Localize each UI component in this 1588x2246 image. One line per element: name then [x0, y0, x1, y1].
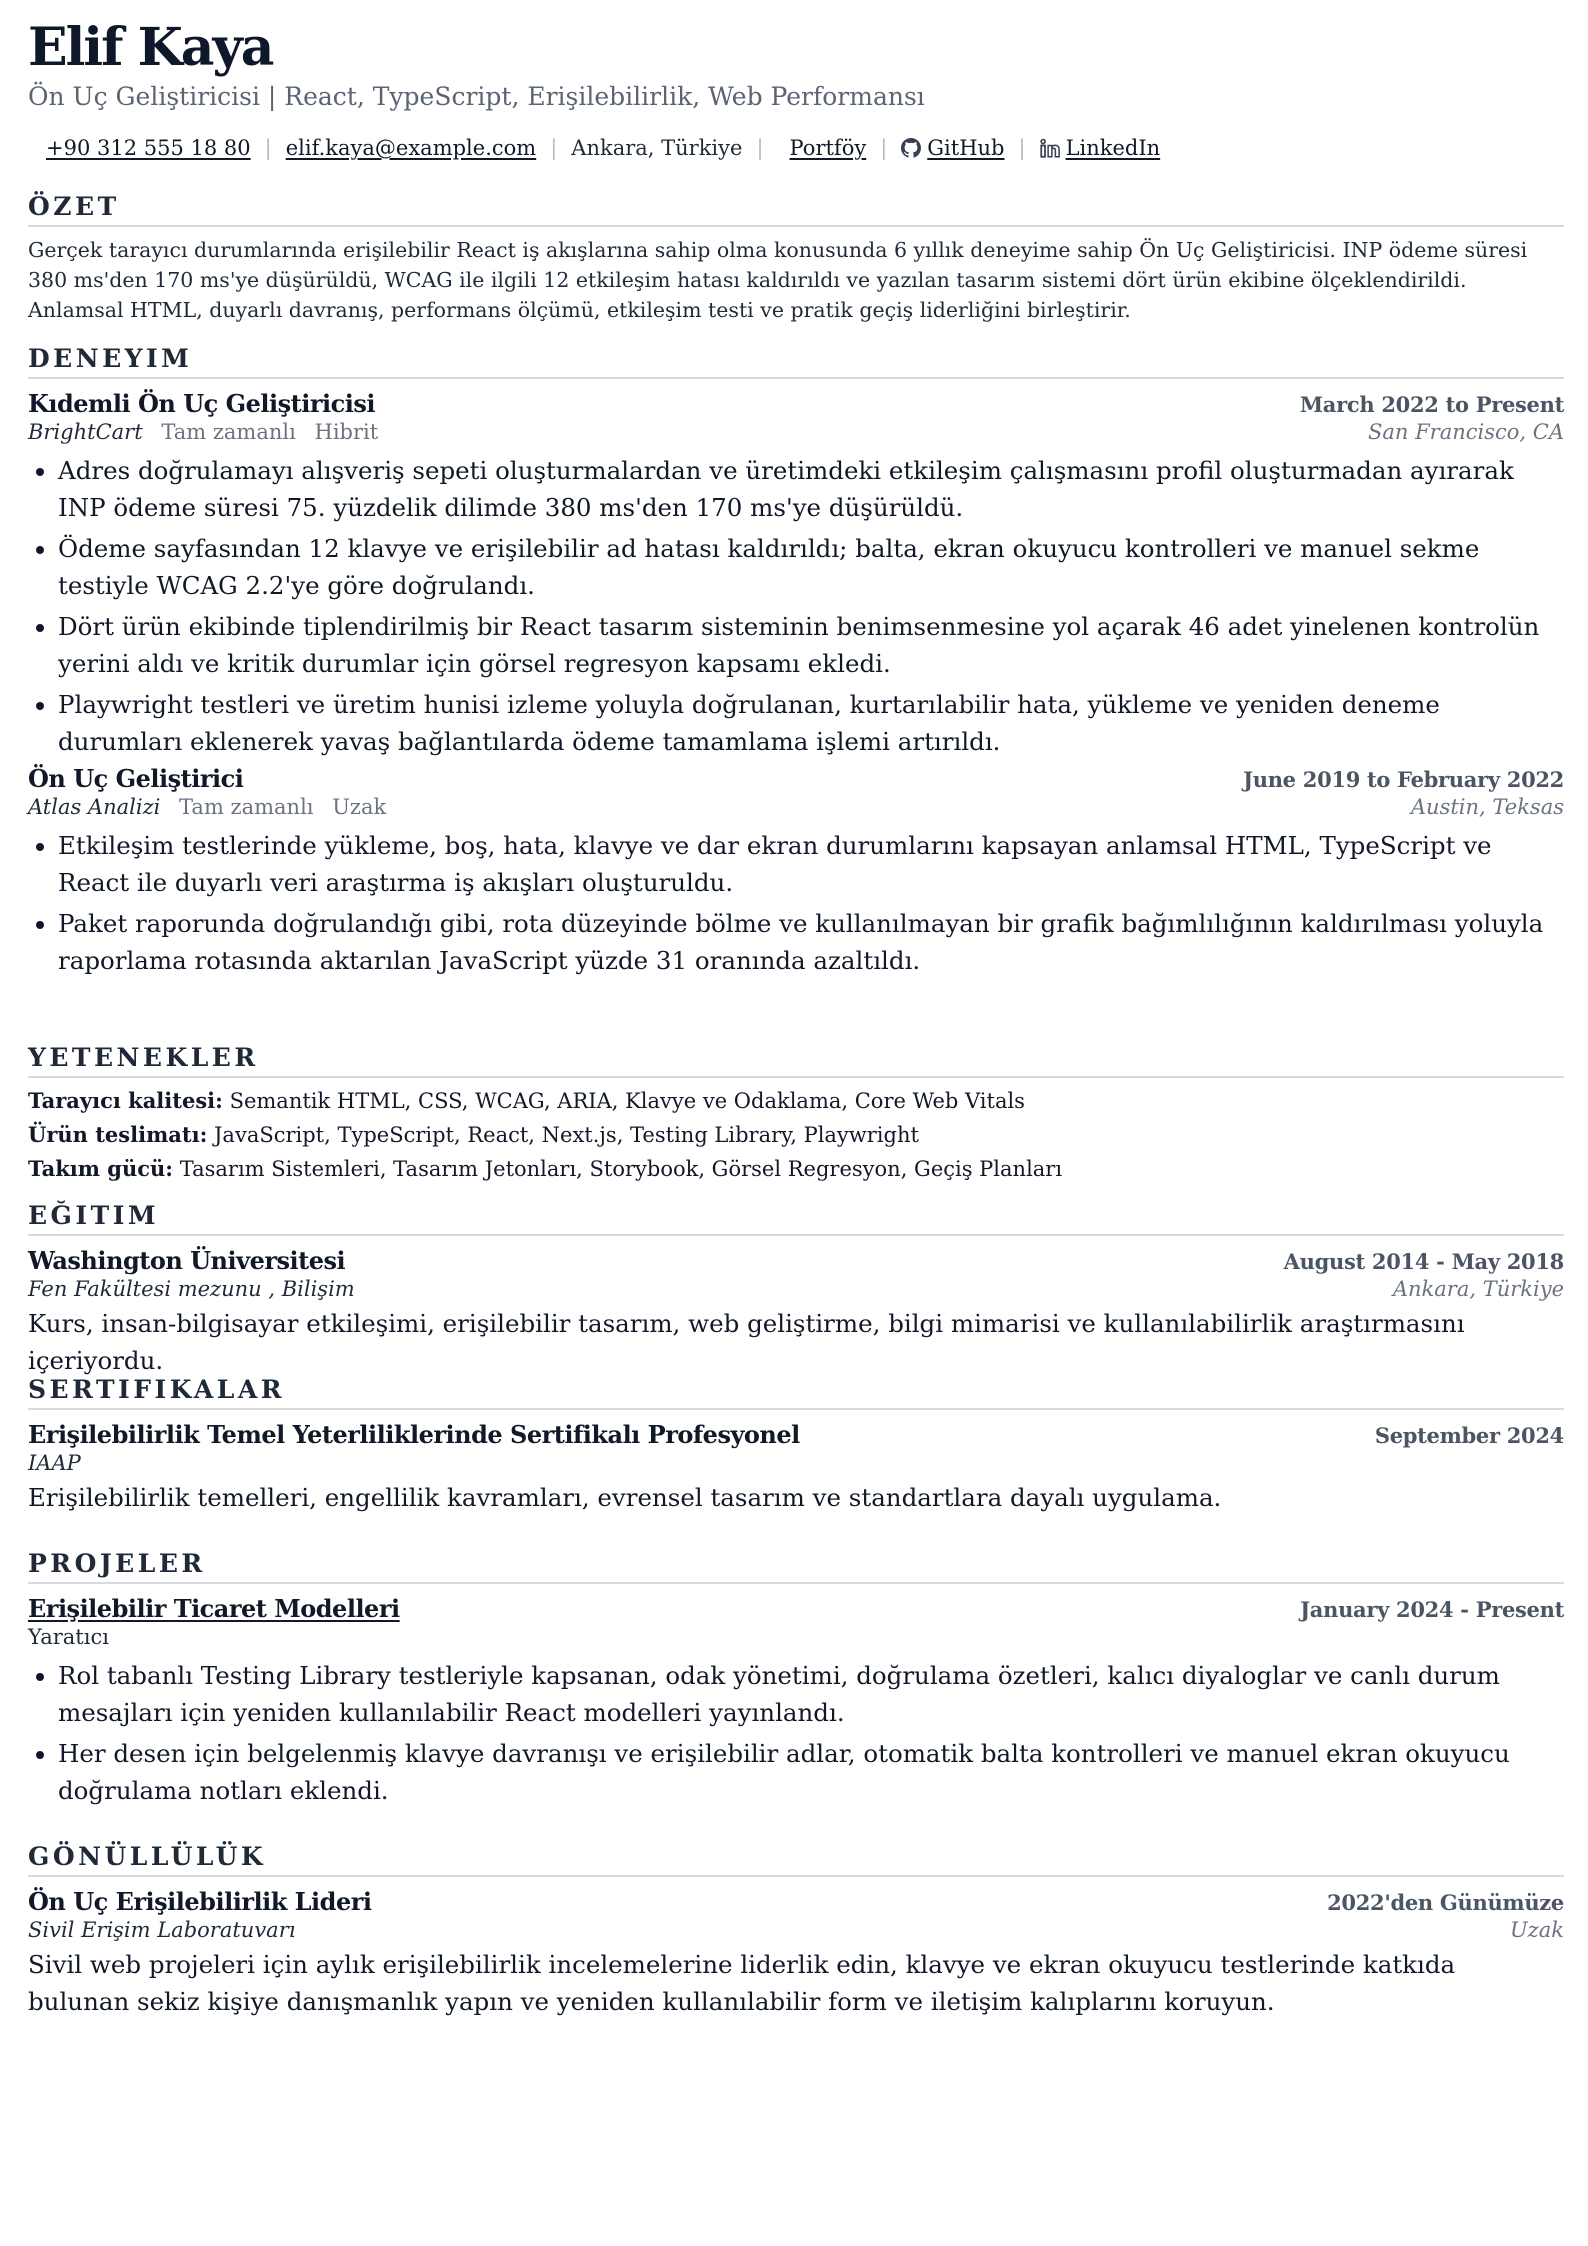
- separator: |: [1018, 136, 1026, 160]
- section-title: YETENEKLER: [28, 1043, 1564, 1078]
- experience-section: [28, 344, 1564, 983]
- skill-value: JavaScript, TypeScript, React, Next.js, Testing Library, Playwright: [214, 1123, 919, 1147]
- list-item: • Paket raporunda doğrulandığı gibi, rota düzeyinde bölme ve kullanılmayan bir grafik bağımlılığının kaldırılması yoluyla raporlama rotasında aktarılan JavaScript yüzde 31 oranında azaltıldı.: [58, 905, 1564, 979]
- education-section: [28, 1201, 1564, 1379]
- volunteer-dates: 2022'den Günümüze: [1327, 1890, 1564, 1915]
- list-item: • Etkileşim testlerinde yükleme, boş, hata, klavye ve dar ekran durumlarını kapsayan anlamsal HTML, TypeScript ve React ile duyarlı veri araştırma iş akışları oluşturuldu.: [58, 827, 1564, 901]
- education-dates: August 2014 - May 2018: [1283, 1249, 1564, 1274]
- education-description: Kurs, insan-bilgisayar etkileşimi, erişilebilir tasarım, web geliştirme, bilgi mimarisi ve kullanılabilirlik araştırmasını içeriyordu.: [28, 1309, 1465, 1375]
- certification-date: September 2024: [1374, 1423, 1564, 1448]
- list-item: • Dört ürün ekibinde tiplendirilmiş bir React tasarım sisteminin benimsenmesine yol açarak 46 adet yinelenen kontrolün yerini aldı ve kritik durumlar için görsel regresyon kapsamı ekledi.: [58, 608, 1564, 682]
- project-link[interactable]: Erişilebilir Ticaret Modelleri: [28, 1594, 400, 1623]
- certification-name: Erişilebilirlik Temel Yeterliliklerinde Sertifikalı Profesyonel: [28, 1420, 800, 1449]
- section-title: PROJELER: [28, 1549, 1564, 1584]
- volunteer-mode: Uzak: [1509, 1918, 1564, 1942]
- list-item: • Ödeme sayfasından 12 klavye ve erişilebilir ad hatası kaldırıldı; balta, ekran okuyucu kontrolleri ve manuel sekme testiyle WCAG 2.2'ye göre doğrulandı.: [58, 530, 1564, 604]
- list-item: • Adres doğrulamayı alışveriş sepeti oluşturmalardan ve üretimdeki etkileşim çalışmasını profil oluşturmadan ayırarak INP ödeme süresi 75. yüzdelik dilimde 380 ms'den 170 ms'ye düşürüldü.: [58, 452, 1564, 526]
- education-entry: [28, 1246, 1564, 1379]
- volunteer-section: [28, 1842, 1564, 2020]
- section-title: ÖZET: [28, 192, 1564, 227]
- certification-issuer: IAAP: [28, 1451, 81, 1475]
- github-link[interactable]: GitHub: [927, 136, 1005, 160]
- skill-row: [28, 1152, 1564, 1186]
- education-location: Ankara, Türkiye: [1392, 1277, 1564, 1301]
- work-mode: Uzak: [332, 795, 387, 819]
- volunteer-role: Ön Uç Erişilebilirlik Lideri: [28, 1887, 372, 1916]
- list-item: • Her desen için belgelenmiş klavye davranışı ve erişilebilir adlar, otomatik balta kontrolleri ve manuel ekran okuyucu doğrulama notları eklendi.: [58, 1735, 1564, 1809]
- projects-section: [28, 1549, 1564, 1813]
- job-dates: March 2022 to Present: [1299, 392, 1564, 417]
- job-location: Austin, Teksas: [1410, 795, 1564, 819]
- separator: |: [756, 136, 764, 160]
- certifications-section: [28, 1375, 1564, 1516]
- headline: Ön Uç Geliştiricisi | React, TypeScript, Erişilebilirlik, Web Performansı: [28, 82, 925, 111]
- bullet-list: [28, 452, 1564, 760]
- summary-text: Gerçek tarayıcı durumlarında erişilebilir React iş akışlarına sahip olma konusunda 6 yıllık deneyime sahip Ön Uç Geliştiricisi. INP ödeme süresi 380 ms'den 170 ms'ye düşürüldü, WCAG ile ilgili 12 etkileşim hatası kaldırıldı ve yazılan tasarım sistemi dört ürün ekibine ölçeklendirildi. Anlamsal HTML, duyarlı davranış, performans ölçümü, etkileşim testi ve pratik geçiş liderliğini birleştirir.: [28, 238, 1528, 322]
- person-name: Elif Kaya: [28, 17, 273, 78]
- linkedin-link[interactable]: LinkedIn: [1065, 136, 1161, 160]
- employment-type: Tam zamanlı: [179, 795, 314, 819]
- experience-entry: [28, 764, 1564, 979]
- school-name: Washington Üniversitesi: [28, 1246, 346, 1275]
- separator: |: [264, 136, 272, 160]
- phone-link[interactable]: +90 312 555 18 80: [46, 136, 251, 160]
- separator: |: [880, 136, 888, 160]
- degree: Fen Fakültesi mezunu , Bilişim: [28, 1277, 355, 1301]
- summary-section: [28, 192, 1564, 325]
- contact-bar: [46, 136, 1564, 160]
- separator: |: [550, 136, 558, 160]
- skill-label: Takım gücü:: [28, 1156, 174, 1181]
- skill-value: Tasarım Sistemleri, Tasarım Jetonları, Storybook, Görsel Regresyon, Geçiş Planları: [179, 1157, 1063, 1181]
- email-link[interactable]: elif.kaya@example.com: [285, 136, 537, 160]
- volunteer-entry: [28, 1887, 1564, 2020]
- section-title: EĞITIM: [28, 1201, 1564, 1236]
- section-title: DENEYIM: [28, 344, 1564, 379]
- volunteer-description: Sivil web projeleri için aylık erişilebilirlik incelemelerine liderlik edin, klavye ve ekran okuyucu testlerinde katkıda bulunan sekiz kişiye danışmanlık yapın ve yeniden kullanılabilir form ve iletişim kalıplarını koruyun.: [28, 1950, 1456, 2016]
- bullet-list: [28, 1657, 1564, 1809]
- job-location: San Francisco, CA: [1367, 420, 1564, 444]
- skill-label: Tarayıcı kalitesi:: [28, 1088, 223, 1113]
- job-dates: June 2019 to February 2022: [1243, 767, 1564, 792]
- skills-section: [28, 1043, 1564, 1186]
- certification-entry: [28, 1420, 1564, 1516]
- portfolio-link[interactable]: Portföy: [789, 136, 867, 160]
- project-role: Yaratıcı: [28, 1625, 109, 1649]
- job-title: Ön Uç Geliştirici: [28, 764, 244, 793]
- skill-label: Ürün teslimatı:: [28, 1122, 208, 1147]
- github-icon: [901, 138, 921, 158]
- company-name: Atlas Analizi: [28, 795, 161, 819]
- bullet-list: [28, 827, 1564, 979]
- section-title: GÖNÜLLÜLÜK: [28, 1842, 1564, 1877]
- section-title: SERTIFIKALAR: [28, 1375, 1564, 1410]
- certification-description: Erişilebilirlik temelleri, engellilik kavramları, evrensel tasarım ve standartlara dayalı uygulama.: [28, 1483, 1222, 1512]
- skill-row: [28, 1118, 1564, 1152]
- volunteer-org: Sivil Erişim Laboratuvarı: [28, 1918, 296, 1942]
- skill-row: [28, 1084, 1564, 1118]
- job-title: Kıdemli Ön Uç Geliştiricisi: [28, 389, 375, 418]
- project-entry: [28, 1594, 1564, 1809]
- list-item: • Rol tabanlı Testing Library testleriyle kapsanan, odak yönetimi, doğrulama özetleri, kalıcı diyaloglar ve canlı durum mesajları için yeniden kullanılabilir React modelleri yayınlandı.: [58, 1657, 1564, 1731]
- work-mode: Hibrit: [314, 420, 379, 444]
- skill-value: Semantik HTML, CSS, WCAG, ARIA, Klavye ve Odaklama, Core Web Vitals: [229, 1089, 1025, 1113]
- employment-type: Tam zamanlı: [161, 420, 296, 444]
- resume-header: [28, 18, 1564, 160]
- project-dates: January 2024 - Present: [1300, 1597, 1564, 1622]
- company-name: BrightCart: [28, 420, 143, 444]
- location-text: Ankara, Türkiye: [571, 136, 743, 160]
- experience-entry: [28, 389, 1564, 760]
- linkedin-icon: [1040, 138, 1060, 158]
- list-item: • Playwright testleri ve üretim hunisi izleme yoluyla doğrulanan, kurtarılabilir hata, yükleme ve yeniden deneme durumları eklenerek yavaş bağlantılarda ödeme tamamlama işlemi artırıldı.: [58, 686, 1564, 760]
